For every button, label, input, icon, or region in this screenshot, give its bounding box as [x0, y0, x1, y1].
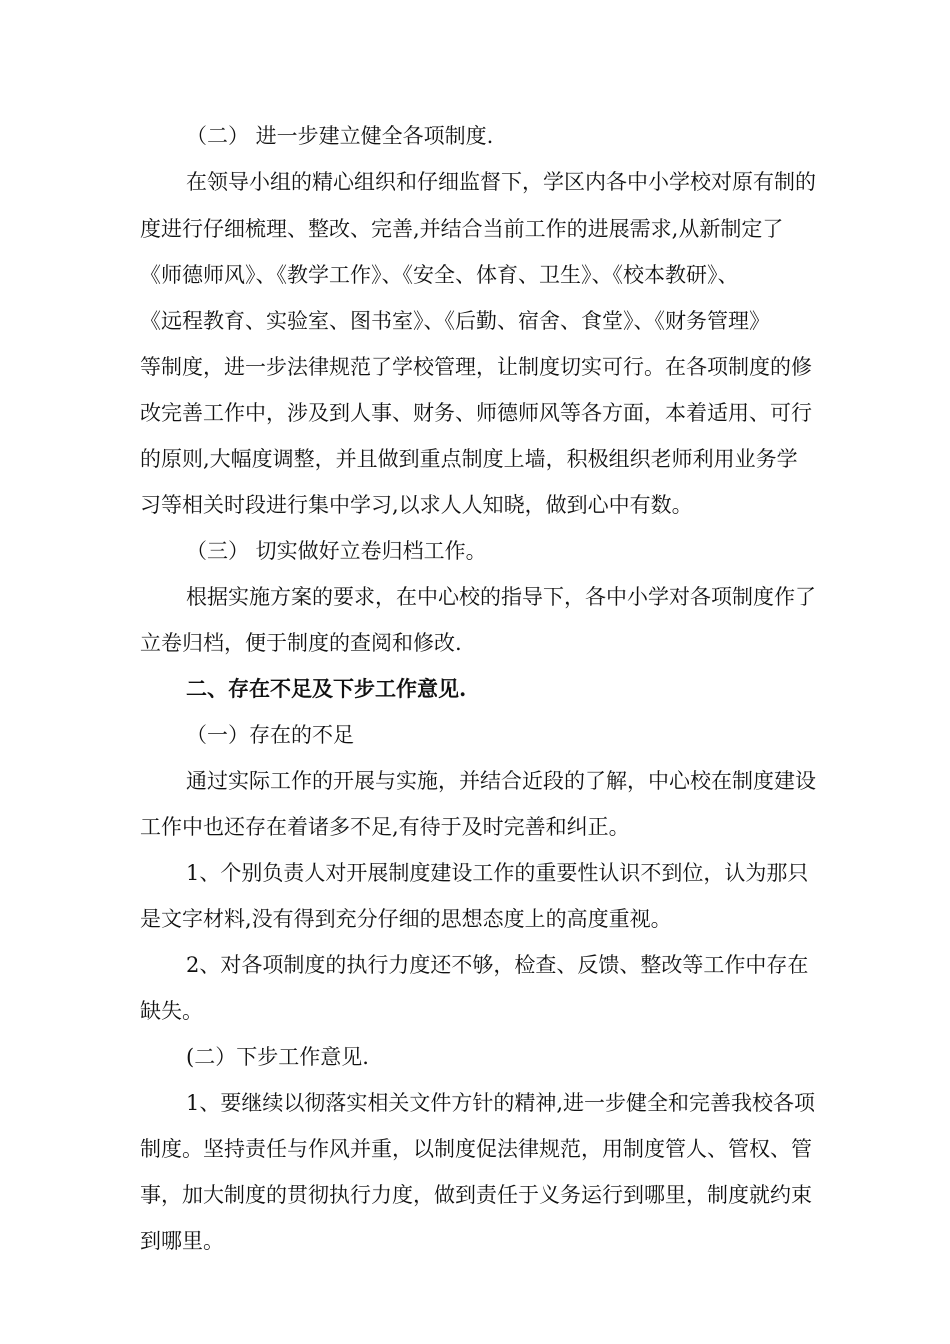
subheading-2: （二） 进一步建立健全各项制度. — [186, 124, 494, 148]
paragraph-line: 1、要继续以彻落实相关文件方针的精神,进一步健全和完善我校各项 — [186, 1091, 816, 1115]
paragraph-line: 根据实施方案的要求，在中心校的指导下，各中小学对各项制度作了 — [186, 585, 816, 609]
paragraph-line: 在领导小组的精心组织和仔细监督下，学区内各中小学校对原有制的 — [186, 170, 816, 194]
subheading-1: （一）存在的不足 — [186, 723, 354, 747]
paragraph-line: 工作中也还存在着诸多不足,有待于及时完善和纠正。 — [140, 815, 630, 839]
paragraph-line: 是文字材料,没有得到充分仔细的思想态度上的高度重视。 — [140, 907, 672, 931]
paragraph-line: 1、个别负责人对开展制度建设工作的重要性认识不到位，认为那只 — [186, 861, 809, 885]
paragraph-line: 到哪里。 — [140, 1229, 224, 1253]
paragraph-line: 通过实际工作的开展与实施，并结合近段的了解，中心校在制度建设 — [186, 769, 816, 793]
subheading-next-steps: (二）下步工作意见. — [186, 1045, 369, 1069]
paragraph-line: 《师德师风》、《教学工作》、《安全、体育、卫生》、《校本教研》、 — [140, 263, 739, 287]
paragraph-line: 改完善工作中，涉及到人事、财务、师德师风等各方面，本着适用、可行 — [140, 401, 812, 425]
paragraph-line: 度进行仔细梳理、整改、完善,并结合当前工作的进展需求,从新制定了 — [140, 217, 784, 241]
paragraph-line: 制度。坚持责任与作风并重，以制度促法律规范，用制度管人、管权、管 — [140, 1137, 812, 1161]
subheading-3: （三） 切实做好立卷归档工作。 — [186, 539, 487, 563]
paragraph-line: 事，加大制度的贯彻执行力度，做到责任于义务运行到哪里，制度就约束 — [140, 1183, 812, 1207]
paragraph-line: 的原则,大幅度调整，并且做到重点制度上墙，积极组织老师利用业务学 — [140, 447, 798, 471]
paragraph-line: 等制度，进一步法律规范了学校管理，让制度切实可行。在各项制度的修 — [140, 355, 812, 379]
paragraph-line: 2、对各项制度的执行力度还不够，检查、反馈、整改等工作中存在 — [186, 953, 809, 977]
paragraph-line: 习等相关时段进行集中学习,以求人人知晓，做到心中有数。 — [140, 493, 693, 517]
paragraph-line: 立卷归档，便于制度的查阅和修改. — [140, 631, 462, 655]
paragraph-line: 缺失。 — [140, 999, 203, 1023]
paragraph-line: 《远程教育、实验室、图书室》、《后勤、宿舍、食堂》、《财务管理》 — [140, 309, 770, 333]
section-heading: 二、存在不足及下步工作意见. — [186, 676, 467, 701]
